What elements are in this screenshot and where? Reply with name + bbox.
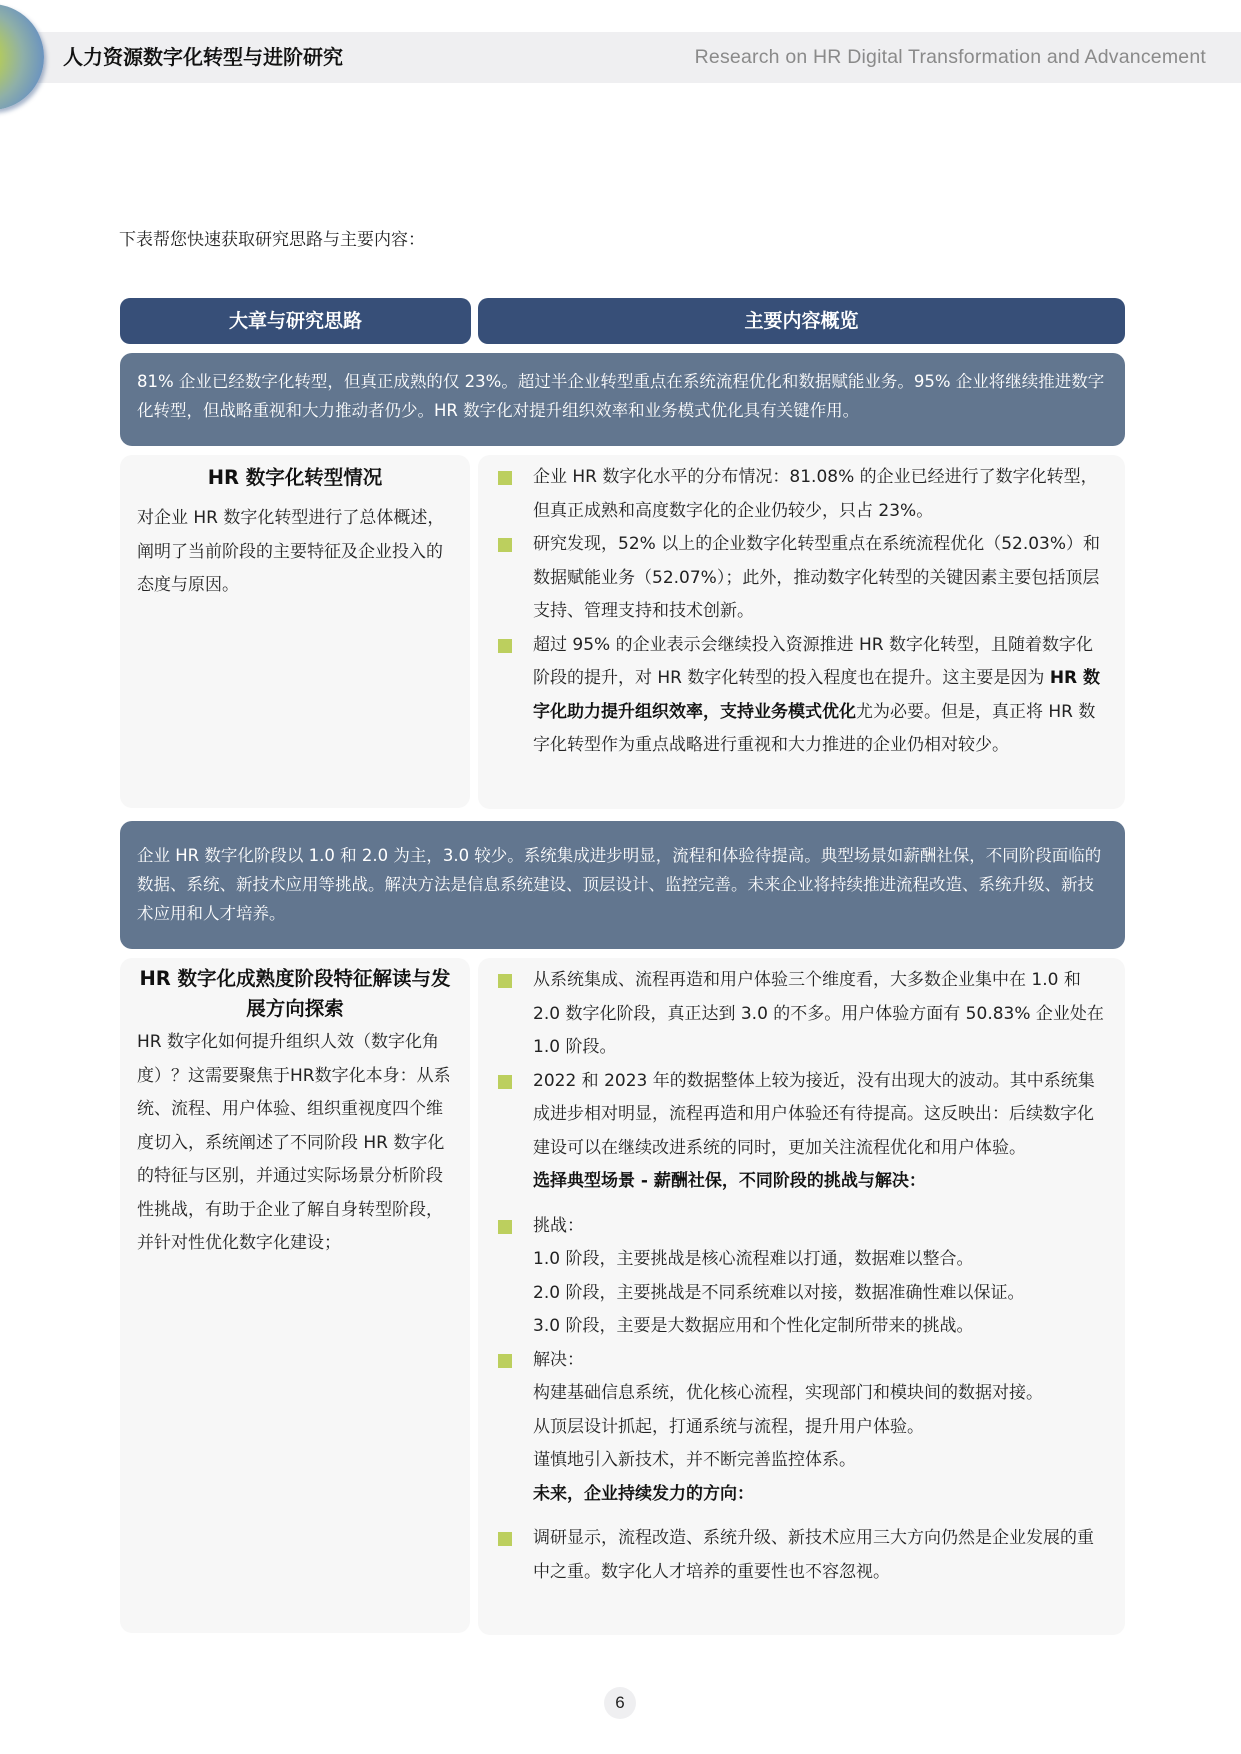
- square-bullet-icon: [498, 974, 512, 988]
- intro-text: 下表帮您快速获取研究思路与主要内容：: [119, 230, 425, 250]
- bullet-text: 研究发现，52% 以上的企业数字化转型重点在系统流程优化（52.03%）和数据赋能业务（52.07%）；此外，推动数字化转型的关键因素主要包括顶层支持、管理支持和技术创新。: [533, 534, 1101, 621]
- section-summary: 81% 企业已经数字化转型，但真正成熟的仅 23%。超过半企业转型重点在系统流程优化和数据赋能业务。95% 企业将继续推进数字化转型，但战略重视和大力推动者仍少。HR 数字化对提升组织效率和业务模式优化具有关键作用。: [120, 353, 1125, 446]
- bullet-label: 挑战：: [533, 1215, 584, 1236]
- bullet-item-challenges: [497, 1210, 1107, 1244]
- bullet-text: 调研显示，流程改造、系统升级、新技术应用三大方向仍然是企业发展的重中之重。数字化人才培养的重要性也不容忽视。: [533, 1528, 1094, 1582]
- bullet-text: 从系统集成、流程再造和用户体验三个维度看，大多数企业集中在 1.0 和 2.0 数字化阶段，真正达到 3.0 的不多。用户体验方面有 50.83% 企业处在 1.0 阶段。: [533, 970, 1104, 1057]
- solution-item: 谨慎地引入新技术，并不断完善监控体系。: [533, 1450, 856, 1470]
- scenario-heading: 选择典型场景 - 薪酬社保，不同阶段的挑战与解决：: [533, 1171, 926, 1191]
- square-bullet-icon: [498, 1075, 512, 1089]
- square-bullet-icon: [498, 1532, 512, 1546]
- square-bullet-icon: [498, 1220, 512, 1234]
- bullet-emphasis: HR 数字化助力提升组织效率，支持业务模式优化: [533, 668, 1101, 722]
- chapter-description: 对企业 HR 数字化转型进行了总体概述，阐明了当前阶段的主要特征及企业投入的态度与原因。: [137, 508, 445, 595]
- report-subtitle-en: Research on HR Digital Transformation and Advancement: [694, 46, 1206, 68]
- bullet-text: 尤为必要。但是，真正将 HR 数字化转型作为重点战略进行重视和大力推进的企业仍相对较少。: [533, 701, 1096, 755]
- square-bullet-icon: [498, 639, 512, 653]
- challenge-item: 1.0 阶段，主要挑战是核心流程难以打通，数据难以整合。: [533, 1249, 974, 1269]
- challenge-item: 2.0 阶段，主要挑战是不同系统难以对接，数据准确性难以保证。: [533, 1282, 1025, 1303]
- bullet-list: [478, 958, 1125, 1589]
- bullet-item: [497, 1522, 1107, 1589]
- page-number: 6: [604, 1687, 636, 1719]
- column-header-chapter: 大章与研究思路: [120, 298, 471, 344]
- solution-item: 构建基础信息系统，优化核心流程，实现部门和模块间的数据对接。: [533, 1383, 1043, 1403]
- overview-cell: [478, 958, 1125, 1635]
- bullet-text: 2022 和 2023 年的数据整体上较为接近，没有出现大的波动。其中系统集成进步相对明显，流程再造和用户体验还有待提高。这反映出：后续数字化建设可以在继续改进系统的同时，更加关注流程优化和用户体验。: [533, 1070, 1095, 1158]
- bullet-list: [478, 455, 1125, 763]
- bullet-item: [497, 964, 1107, 1065]
- chapter-description: HR 数字化如何提升组织人效（数字化角度）？这需要聚焦于HR数字化本身：从系统、流程、用户体验、组织重视度四个维度切入，系统阐述了不同阶段 HR 数字化的特征与区别，并通过实际场景分析阶段性挑战，有助于企业了解自身转型阶段，并针对性优化数字化建设；: [137, 1032, 451, 1253]
- challenge-item: 3.0 阶段，主要是大数据应用和个性化定制所带来的挑战。: [533, 1316, 974, 1336]
- chapter-title: HR 数字化转型情况: [207, 466, 383, 489]
- column-header-overview: 主要内容概览: [478, 298, 1125, 344]
- bullet-text: 企业 HR 数字化水平的分布情况：81.08% 的企业已经进行了数字化转型，但真正成熟和高度数字化的企业仍较少，只占 23%。: [533, 467, 1098, 521]
- future-heading: 未来，企业持续发力的方向：: [533, 1483, 754, 1504]
- solution-item: 从顶层设计抓起，打通系统与流程，提升用户体验。: [533, 1416, 924, 1437]
- bullet-text: 超过 95% 的企业表示会继续投入资源推进 HR 数字化转型，且随着数字化阶段的提升，对 HR 数字化转型的投入程度也在提升。这主要是因为: [533, 634, 1093, 688]
- section-summary: 企业 HR 数字化阶段以 1.0 和 2.0 为主，3.0 较少。系统集成进步明显，流程和体验待提高。典型场景如薪酬社保，不同阶段面临的数据、系统、新技术应用等挑战。解决方法是信息系统建设、顶层设计、监控完善。未来企业将持续推进流程改造、系统升级、新技术应用和人才培养。: [120, 821, 1125, 949]
- square-bullet-icon: [498, 471, 512, 485]
- square-bullet-icon: [498, 1354, 512, 1368]
- bullet-item: [497, 461, 1107, 528]
- overview-cell: [478, 455, 1125, 809]
- bullet-item-solutions: [497, 1344, 1107, 1378]
- square-bullet-icon: [498, 538, 512, 552]
- bullet-item: [497, 1065, 1107, 1166]
- header-decorative-circle: [0, 4, 44, 110]
- bullet-item: [497, 629, 1107, 763]
- chapter-cell: [120, 455, 470, 808]
- report-title: 人力资源数字化转型与进阶研究: [63, 45, 343, 69]
- chapter-cell: [120, 958, 470, 1633]
- bullet-item: [497, 528, 1107, 629]
- bullet-label: 解决：: [533, 1349, 584, 1370]
- chapter-title: HR 数字化成熟度阶段特征解读与发展方向探索: [139, 967, 451, 1020]
